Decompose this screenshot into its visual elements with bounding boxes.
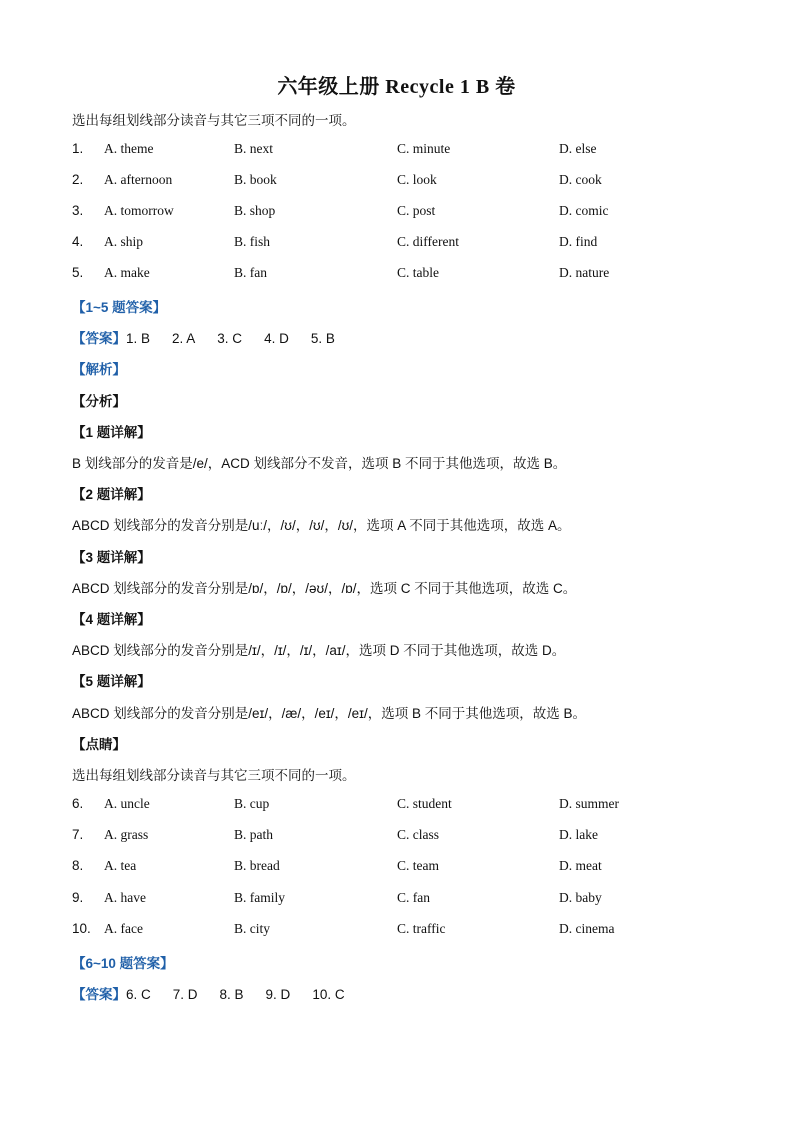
option-d: D. else: [559, 141, 597, 156]
answer-item: 3. C: [217, 331, 243, 346]
option-d: D. comic: [559, 203, 609, 218]
option-c: C. different: [397, 234, 459, 249]
option-a: A. tea: [104, 858, 137, 873]
option-a: A. make: [104, 265, 150, 280]
question-number: 5.: [72, 265, 84, 280]
answer-row: [72, 327, 357, 347]
option-c: C. post: [397, 203, 436, 218]
answer-row: [72, 983, 367, 1003]
option-a: A. ship: [104, 234, 144, 249]
answer-item: 7. D: [172, 987, 198, 1002]
option-d: D. cinema: [559, 921, 615, 936]
option-b: B. bread: [234, 858, 280, 873]
option-d: D. meat: [559, 858, 602, 873]
detail-label: 【4 题详解】: [72, 612, 151, 627]
option-c: C. traffic: [397, 921, 446, 936]
analysis-label: 【解析】: [72, 362, 126, 377]
detail-text: ABCD 划线部分的发音分别是/ɪ/，/ɪ/，/ɪ/，/aɪ/，选项 D 不同于其他选项，故选 D。: [72, 643, 566, 658]
option-b: B. shop: [234, 203, 276, 218]
option-c: C. fan: [397, 890, 430, 905]
option-d: D. cook: [559, 172, 602, 187]
option-c: C. table: [397, 265, 439, 280]
detail-text: B 划线部分的发音是/e/，ACD 划线部分不发音，选项 B 不同于其他选项，故选 B。: [72, 456, 567, 471]
option-d: D. summer: [559, 796, 619, 811]
detail-label: 【2 题详解】: [72, 487, 151, 502]
detail-label: 【5 题详解】: [72, 674, 151, 689]
option-a: A. face: [104, 921, 143, 936]
answer-item: 1. B: [126, 331, 151, 346]
answer-header: 【1~5 题答案】: [72, 300, 167, 315]
answer-label: 【答案】: [72, 331, 126, 346]
option-b: B. family: [234, 890, 285, 905]
option-b: B. next: [234, 141, 273, 156]
option-d: D. lake: [559, 827, 598, 842]
option-c: C. look: [397, 172, 437, 187]
option-a: A. have: [104, 890, 146, 905]
option-a: A. grass: [104, 827, 149, 842]
option-b: B. cup: [234, 796, 270, 811]
detail-label: 【1 题详解】: [72, 425, 151, 440]
dianjing-label: 【点睛】: [72, 737, 126, 752]
answer-item: 4. D: [264, 331, 289, 346]
option-d: D. baby: [559, 890, 602, 905]
option-d: D. find: [559, 234, 598, 249]
answer-item: 10. C: [312, 987, 345, 1002]
answer-item: 9. D: [265, 987, 291, 1002]
answer-header: 【6~10 题答案】: [72, 956, 174, 971]
answer-label: 【答案】: [72, 987, 126, 1002]
question-number: 9.: [72, 890, 84, 905]
detail-label: 【3 题详解】: [72, 550, 151, 565]
option-a: A. theme: [104, 141, 154, 156]
question-number: 2.: [72, 172, 84, 187]
question-number: 10.: [72, 921, 91, 936]
option-b: B. path: [234, 827, 273, 842]
option-c: C. class: [397, 827, 439, 842]
option-b: B. fish: [234, 234, 271, 249]
answer-item: 8. B: [219, 987, 244, 1002]
option-a: A. tomorrow: [104, 203, 174, 218]
option-c: C. student: [397, 796, 452, 811]
answer-item: 6. C: [126, 987, 151, 1002]
option-c: C. minute: [397, 141, 451, 156]
detail-text: ABCD 划线部分的发音分别是/ɒ/，/ɒ/，/əʊ/，/ɒ/，选项 C 不同于其他选项，故选 C。: [72, 581, 577, 596]
detail-text: ABCD 划线部分的发音分别是/eɪ/，/æ/，/eɪ/，/eɪ/，选项 B 不同于其他选项，故选 B。: [72, 706, 586, 721]
answer-item: 2. A: [172, 331, 196, 346]
option-b: B. book: [234, 172, 277, 187]
page-title: 六年级上册 Recycle 1 B 卷: [277, 76, 516, 98]
option-c: C. team: [397, 858, 439, 873]
question-number: 1.: [72, 141, 84, 156]
question-number: 4.: [72, 234, 84, 249]
instruction-2: 选出每组划线部分读音与其它三项不同的一项。: [72, 768, 356, 783]
detail-text: ABCD 划线部分的发音分别是/uː/，/ʊ/，/ʊ/，/ʊ/，选项 A 不同于其他选项，故选 A。: [72, 518, 571, 533]
question-number: 3.: [72, 203, 84, 218]
fenxi-label: 【分析】: [72, 394, 126, 409]
instruction-1: 选出每组划线部分读音与其它三项不同的一项。: [72, 113, 356, 128]
option-a: A. afternoon: [104, 172, 173, 187]
option-d: D. nature: [559, 265, 610, 280]
option-b: B. fan: [234, 265, 267, 280]
option-b: B. city: [234, 921, 270, 936]
question-number: 8.: [72, 858, 84, 873]
question-number: 7.: [72, 827, 84, 842]
answer-item: 5. B: [310, 331, 335, 346]
question-number: 6.: [72, 796, 84, 811]
option-a: A. uncle: [104, 796, 150, 811]
